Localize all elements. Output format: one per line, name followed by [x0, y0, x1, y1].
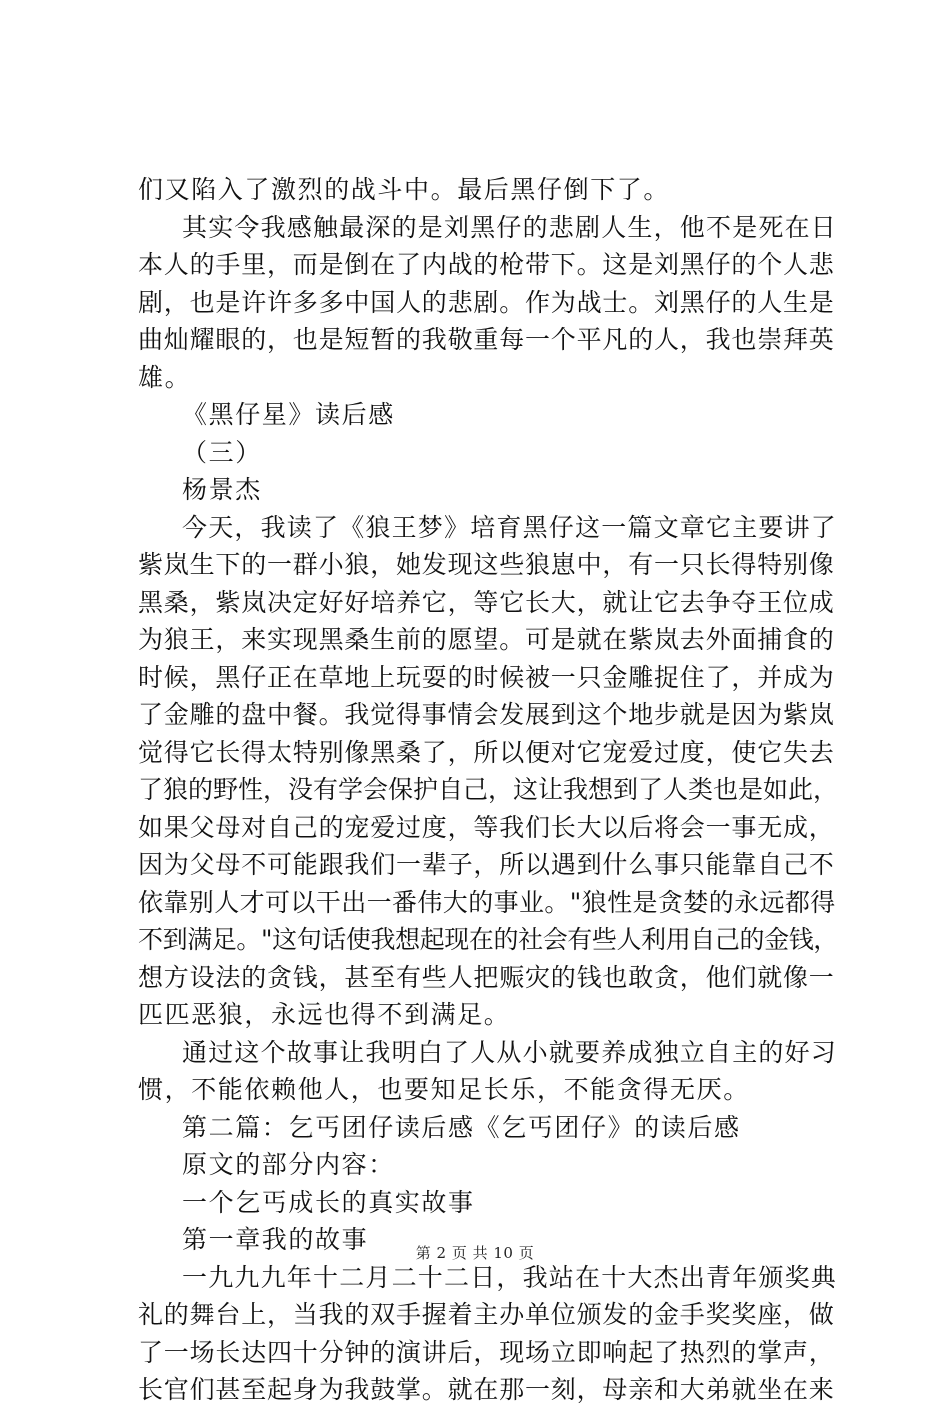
text-line: 其实令我感触最深的是刘黑仔的悲剧人生，他不是死在日 [182, 212, 838, 242]
text-line: 想方设法的贪钱，甚至有些人把赈灾的钱也敢贪，他们就像一 [138, 962, 835, 992]
text-line: 了一场长达四十分钟的演讲后，现场立即响起了热烈的掌声， [138, 1337, 835, 1367]
text-line: 如果父母对自己的宠爱过度，等我们长大以后将会一事无成， [138, 812, 835, 842]
text-line: 第一章我的故事 [182, 1225, 369, 1254]
text-line: 本人的手里，而是倒在了内战的枪带下。这是刘黑仔的个人悲 [138, 250, 835, 279]
text-line: 依靠别人才可以干出一番伟大的事业。"狼性是贪婪的永远都得 [138, 887, 836, 917]
text-line: 一个乞丐成长的真实故事 [182, 1187, 475, 1217]
text-line: 为狼王，来实现黑桑生前的愿望。可是就在紫岚去外面捕食的 [138, 625, 835, 654]
text-line: 雄。 [138, 362, 192, 392]
text-line: 黑桑，紫岚决定好好培养它，等它长大，就让它去争夺王位成 [138, 587, 835, 617]
body-text [138, 171, 838, 1409]
text-line: 第二篇：乞丐团仔读后感《乞丐团仔》的读后感 [182, 1112, 741, 1142]
text-line: 了金雕的盘中餐。我觉得事情会发展到这个地步就是因为紫岚 [138, 700, 835, 729]
text-line: 通过这个故事让我明白了人从小就要养成独立自主的好习 [182, 1037, 838, 1067]
text-line: 觉得它长得太特别像黑桑了，所以便对它宠爱过度，使它失去 [138, 737, 835, 767]
text-line: 不到满足。"这句话使我想起现在的社会有些人利用自己的金钱， [138, 925, 838, 954]
text-line: 惯，不能依赖他人，也要知足长乐，不能贪得无厌。 [138, 1075, 750, 1104]
page-indicator: 第 2 页 共 10 页 [415, 1244, 535, 1262]
text-line: 长官们甚至起身为我鼓掌。就在那一刻，母亲和大弟就坐在来 [138, 1375, 835, 1404]
text-line: 匹匹恶狼，永远也得不到满足。 [138, 1000, 511, 1029]
text-line: （三） [182, 437, 262, 467]
text-line: 们又陷入了激烈的战斗中。最后黑仔倒下了。 [138, 175, 671, 204]
text-line: 剧，也是许许多多中国人的悲剧。作为战士。刘黑仔的人生是 [138, 287, 835, 317]
page-footer [0, 1243, 950, 1263]
text-line: 《黑仔星》读后感 [182, 400, 395, 429]
text-line: 一九九九年十二月二十二日，我站在十大杰出青年颁奖典 [182, 1262, 838, 1292]
text-line: 今天，我读了《狼王梦》培育黑仔这一篇文章它主要讲了 [182, 512, 838, 542]
text-line: 了狼的野性，没有学会保护自己，这让我想到了人类也是如此， [138, 775, 839, 804]
text-line: 杨景杰 [182, 475, 262, 504]
text-line: 曲灿耀眼的，也是短暂的我敬重每一个平凡的人，我也崇拜英 [138, 325, 835, 354]
text-line: 原文的部分内容： [182, 1150, 395, 1179]
text-line: 紫岚生下的一群小狼，她发现这些狼崽中，有一只长得特别像 [138, 550, 835, 579]
text-line: 因为父母不可能跟我们一辈子，所以遇到什么事只能靠自己不 [138, 850, 835, 879]
text-line: 时候，黑仔正在草地上玩耍的时候被一只金雕捉住了，并成为 [138, 662, 835, 692]
text-line: 礼的舞台上，当我的双手握着主办单位颁发的金手奖奖座，做 [138, 1300, 835, 1329]
